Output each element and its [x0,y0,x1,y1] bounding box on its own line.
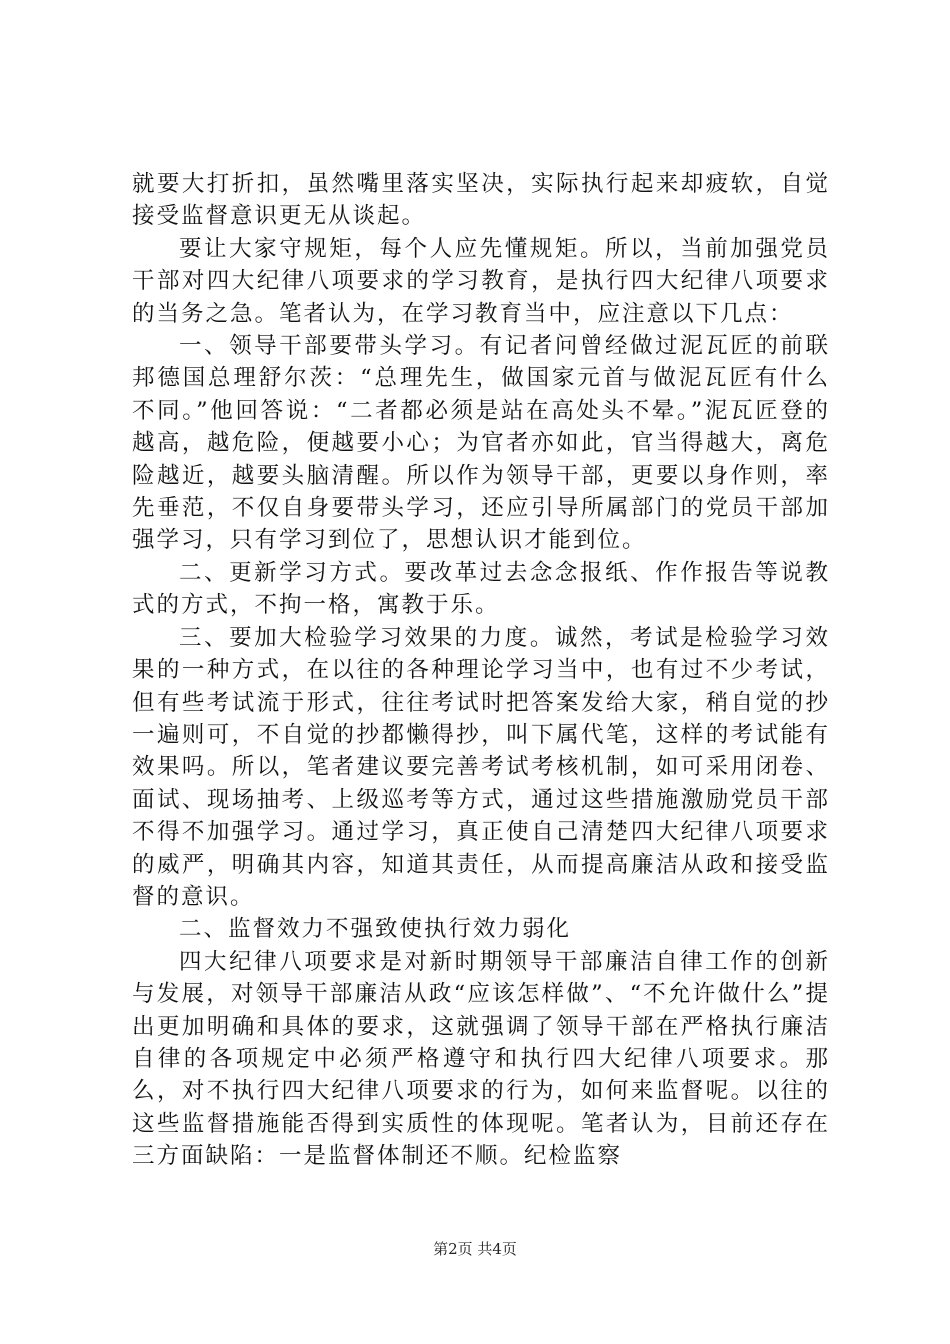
paragraph-point-two: 二、更新学习方式。要改革过去念念报纸、作作报告等说教式的方式，不拘一格，寓教于乐。 [132,559,830,619]
paragraph-point-one: 一、领导干部要带头学习。有记者问曾经做过泥瓦匠的前联邦德国总理舒尔茨：“总理先生，做国家元首与做泥瓦匠有什么不同。”他回答说：“二者都必须是站在高处头不晕。”泥瓦匠登的越高，越危险，便越要小心；为官者亦如此，官当得越大，离危险越近，越要头脑清醒。所以作为领导干部，更要以身作则，率先垂范，不仅自身要带头学习，还应引导所属部门的党员干部加强学习，只有学习到位了，思想认识才能到位。 [132,333,830,554]
paragraph-continuation: 就要大打折扣，虽然嘴里落实坚决，实际执行起来却疲软，自觉接受监督意识更无从谈起。 [132,171,830,230]
paragraph-supervision: 四大纪律八项要求是对新时期领导干部廉洁自律工作的创新与发展，对领导干部廉洁从政“应该怎样做”、“不允许做什么”提出更加明确和具体的要求，这就强调了领导干部在严格执行廉洁自律的各项规定中必须严格遵守和执行四大纪律八项要求。那么，对不执行四大纪律八项要求的行为，如何来监督呢。以往的这些监督措施能否得到实质性的体现呢。笔者认为，目前还存在三方面缺陷：一是监督体制还不顺。纪检监察 [132,948,830,1170]
paragraph-intro: 要让大家守规矩，每个人应先懂规矩。所以，当前加强党员干部对四大纪律八项要求的学习教育，是执行四大纪律八项要求的当务之急。笔者认为，在学习教育当中，应注意以下几点： [132,235,830,327]
section-heading: 二、监督效力不强致使执行效力弱化 [179,916,572,943]
paragraph-point-three: 三、要加大检验学习效果的力度。诚然，考试是检验学习效果的一种方式，在以往的各种理论学习当中，也有过不少考试，但有些考试流于形式，往往考试时把答案发给大家，稍自觉的抄一遍则可，不自觉的抄都懒得抄，叫下属代笔，这样的考试能有效果吗。所以，笔者建议要完善考试考核机制，如可采用闭卷、面试、现场抽考、上级巡考等方式，通过这些措施激励党员干部不得不加强学习。通过学习，真正使自己清楚四大纪律八项要求的威严，明确其内容，知道其责任，从而提高廉洁从政和接受监督的意识。 [132,624,830,910]
document-body [132,168,830,1173]
page-footer: 第2页 共4页 [433,1240,517,1258]
